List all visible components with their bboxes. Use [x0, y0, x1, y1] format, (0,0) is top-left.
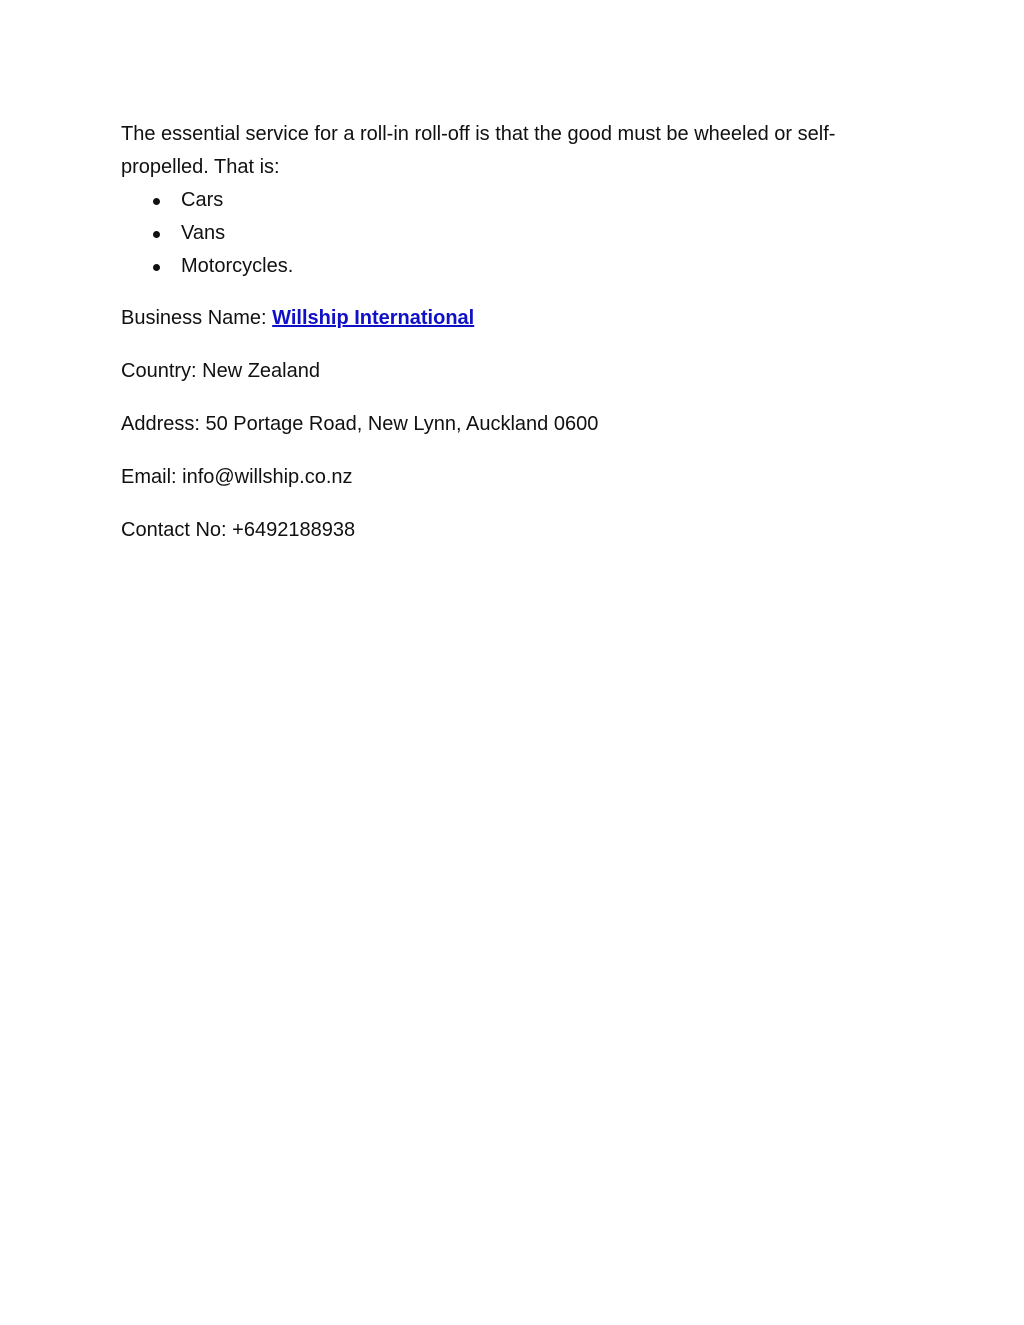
country-line: Country: New Zealand	[121, 360, 320, 382]
email-line: Email: info@willship.co.nz	[121, 466, 353, 488]
bullet-icon	[153, 264, 160, 271]
vehicle-type-list	[121, 184, 911, 283]
list-item-label: Cars	[181, 189, 224, 211]
list-item	[121, 217, 911, 250]
document-body	[121, 118, 911, 547]
address-line: Address: 50 Portage Road, New Lynn, Auckland 0600	[121, 413, 599, 435]
contact-number-line: Contact No: +6492188938	[121, 519, 356, 541]
list-item-label: Vans	[181, 222, 226, 244]
bullet-icon	[153, 198, 160, 205]
list-item	[121, 250, 911, 283]
business-name-link[interactable]: Willship International	[272, 307, 475, 329]
intro-paragraph: The essential service for a roll-in roll-off is that the good must be wheeled or self-propelled. That is:	[121, 123, 836, 178]
business-name-label: Business Name:	[121, 307, 273, 329]
list-item-label: Motorcycles.	[181, 255, 294, 277]
business-name-line	[121, 302, 911, 335]
bullet-icon	[153, 231, 160, 238]
list-item	[121, 184, 911, 217]
